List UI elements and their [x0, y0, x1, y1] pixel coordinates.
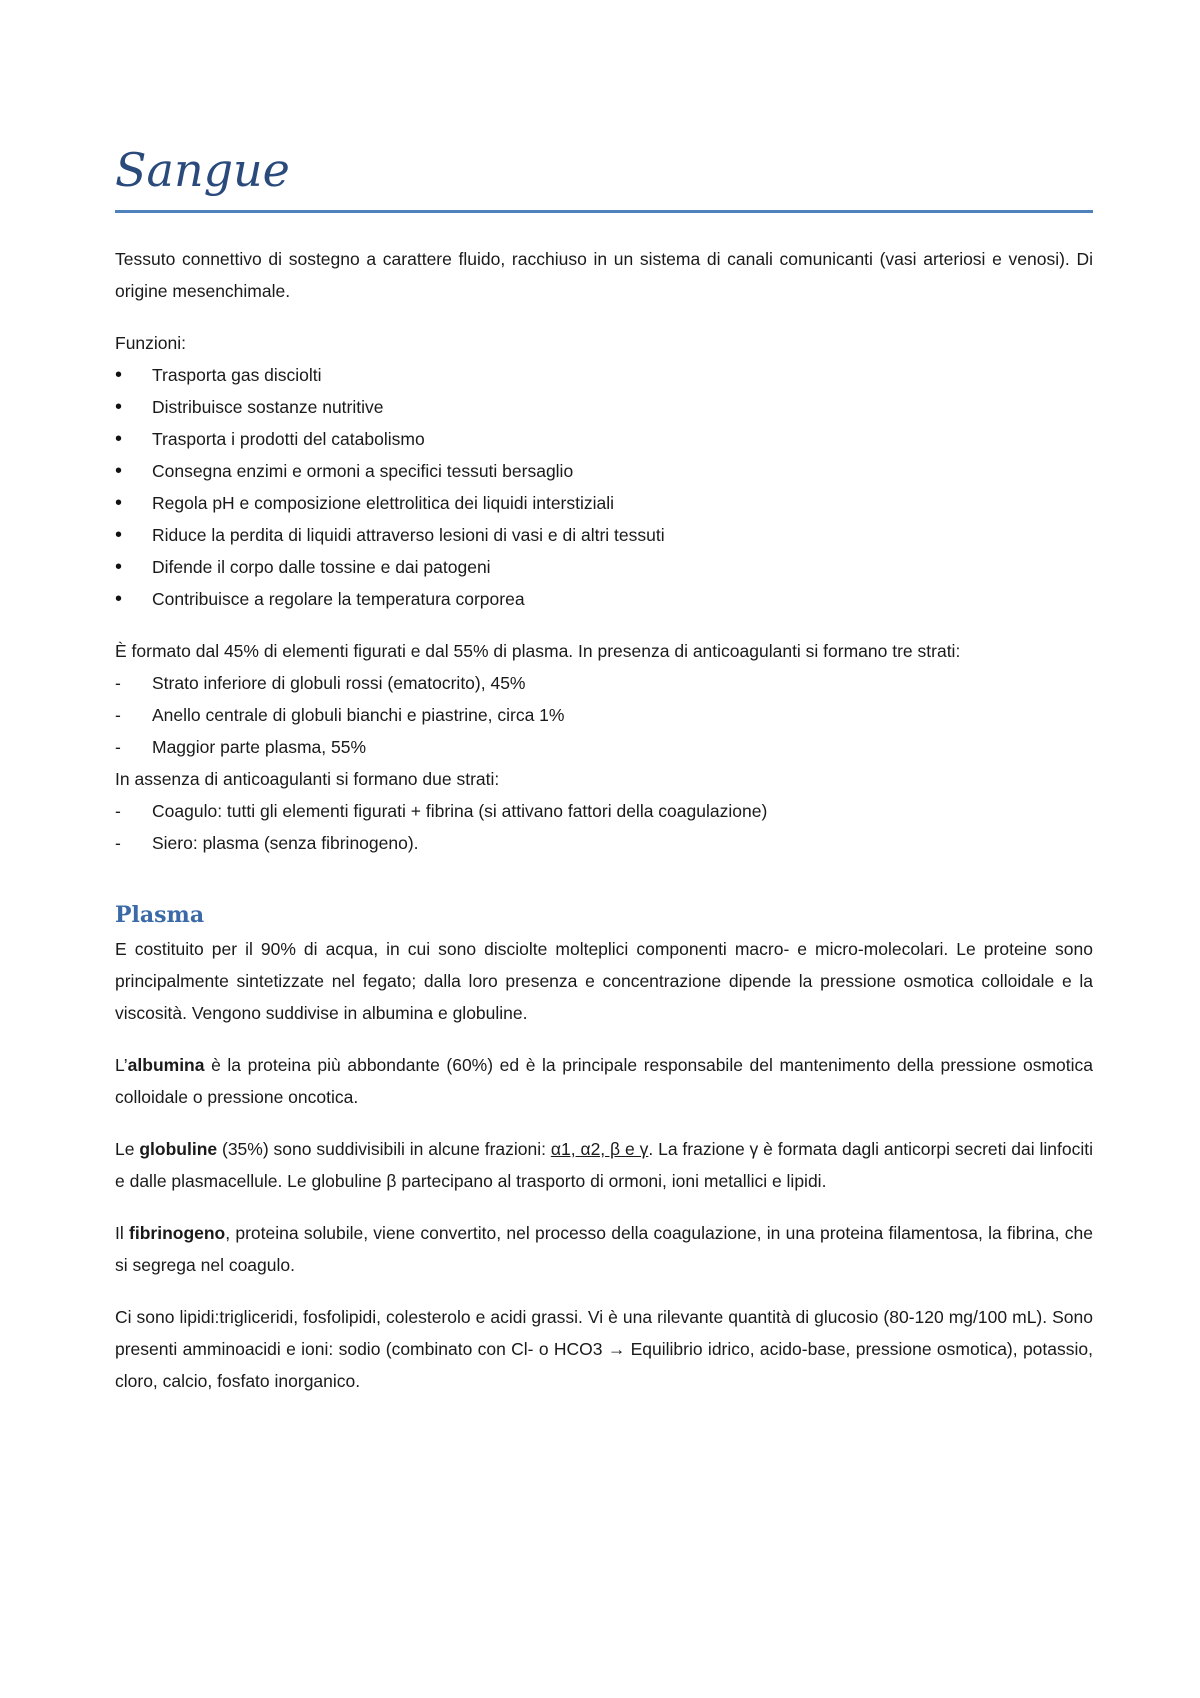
albumina-paragraph: L’albumina è la proteina più abbondante (60%) ed è la principale responsabile del mantenimento della pressione osmotica colloidale o pressione oncotica. [115, 1055, 1093, 1107]
title-underline-rule [115, 210, 1093, 213]
list-item: • Consegna enzimi e ormoni a specifici tessuti bersaglio [115, 455, 1093, 487]
without-anticoagulant-text: In assenza di anticoagulanti si formano due strati: [115, 769, 500, 789]
list-item: - Strato inferiore di globuli rossi (ematocrito), 45% [115, 667, 1093, 699]
intro-paragraph: Tessuto connettivo di sostegno a carattere fluido, racchiuso in un sistema di canali comunicanti (vasi arteriosi e venosi). Di origine mesenchimale. [115, 249, 1093, 301]
list-item: • Regola pH e composizione elettrolitica dei liquidi interstiziali [115, 487, 1093, 519]
page-title: Sangue [115, 143, 290, 197]
albumina-term: albumina [127, 1055, 205, 1075]
fibrinogeno-paragraph: Il fibrinogeno, proteina solubile, viene convertito, nel processo della coagulazione, in una proteina filamentosa, la fibrina, che si segrega nel coagulo. [115, 1223, 1093, 1275]
plasma-paragraph-1: E costituito per il 90% di acqua, in cui sono disciolte molteplici componenti macro- e micro-molecolari. Le proteine sono principalmente sintetizzate nel fegato; dalla loro presenza e concentrazione dipende la pressione osmotica colloidale e la viscosità. Vengono suddivise in albumina e globuline. [115, 939, 1093, 1023]
funzioni-label: Funzioni: [115, 333, 187, 353]
document-body [115, 243, 1093, 1397]
plasma-heading: Plasma [115, 902, 205, 928]
list-item: - Anello centrale di globuli bianchi e piastrine, circa 1% [115, 699, 1093, 731]
funzioni-list [115, 359, 1093, 615]
composition-paragraph: È formato dal 45% di elementi figurati e dal 55% di plasma. In presenza di anticoagulanti si formano tre strati: [115, 641, 961, 661]
with-anticoagulant-list [115, 667, 1093, 763]
globuline-fractions: α1, α2, β e γ [550, 1139, 649, 1159]
globuline-term: globuline [139, 1139, 218, 1159]
list-item: - Maggior parte plasma, 55% [115, 731, 1093, 763]
list-item: • Trasporta gas disciolti [115, 359, 1093, 391]
list-item: • Riduce la perdita di liquidi attraverso lesioni di vasi e di altri tessuti [115, 519, 1093, 551]
globuline-paragraph: Le globuline (35%) sono suddivisibili in alcune frazioni: α1, α2, β e γ. La frazione γ è formata dagli anticorpi secreti dai linfociti e dalle plasmacellule. Le globuline β partecipano al trasporto di ormoni, ioni metallici e lipidi. [115, 1139, 1094, 1191]
lipidi-ioni-paragraph: Ci sono lipidi:trigliceridi, fosfolipidi, colesterolo e acidi grassi. Vi è una rilevante quantità di glucosio (80-120 mg/100 mL). Sono presenti amminoacidi e ioni: sodio (combinato con Cl- o HCO3 → Equilibrio idrico, acido-base, pressione osmotica), potassio, cloro, calcio, fosfato inorganico. [115, 1307, 1093, 1391]
list-item: • Difende il corpo dalle tossine e dai patogeni [115, 551, 1093, 583]
list-item: - Siero: plasma (senza fibrinogeno). [115, 827, 1093, 859]
list-item: • Distribuisce sostanze nutritive [115, 391, 1093, 423]
list-item: • Trasporta i prodotti del catabolismo [115, 423, 1093, 455]
list-item: • Contribuisce a regolare la temperatura corporea [115, 583, 1093, 615]
fibrinogeno-term: fibrinogeno [129, 1223, 226, 1243]
without-anticoagulant-list [115, 795, 1093, 859]
list-item: - Coagulo: tutti gli elementi figurati + fibrina (si attivano fattori della coagulazione) [115, 795, 1093, 827]
